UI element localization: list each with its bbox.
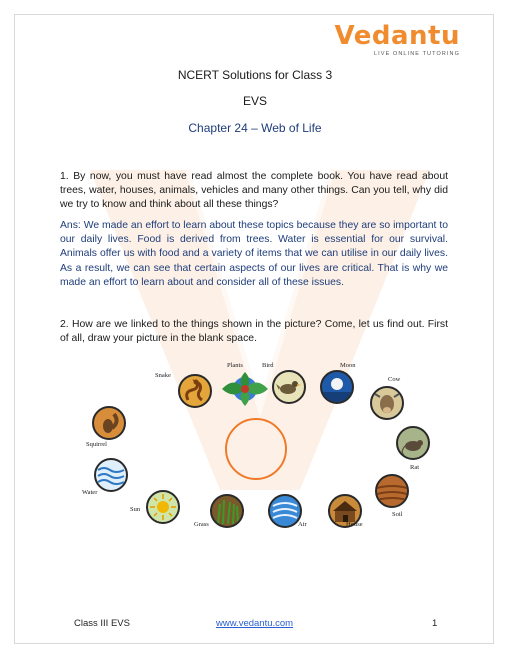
label-bird: Bird <box>262 362 274 369</box>
bird-icon <box>272 370 306 404</box>
label-grass: Grass <box>194 521 209 528</box>
cow-icon <box>370 386 404 420</box>
question-2: 2. How are we linked to the things shown in the picture? Come, let us find out. First of all, draw your picture in the blank space. <box>60 319 448 345</box>
chapter-title: Chapter 24 – Web of Life <box>188 121 322 135</box>
grass-icon <box>210 494 244 528</box>
air-icon <box>268 494 302 528</box>
web-of-life-picture <box>70 358 440 538</box>
water-icon <box>94 458 128 492</box>
logo-wordmark: Vedantu <box>334 21 460 51</box>
soil-icon <box>375 474 409 508</box>
footer-link-wrap <box>216 618 293 629</box>
label-house: House <box>346 521 363 528</box>
plants-icon <box>220 370 270 408</box>
doc-subject: EVS <box>242 94 267 108</box>
label-snake: Snake <box>155 372 171 379</box>
squirrel-icon <box>92 406 126 440</box>
label-moon: Moon <box>340 362 356 369</box>
doc-title: NCERT Solutions for Class 3 <box>177 68 333 82</box>
label-air: Air <box>298 521 307 528</box>
label-sun: Sun <box>130 506 141 513</box>
answer-1 <box>60 219 448 290</box>
rat-icon <box>396 426 430 460</box>
blank-drawing-circle <box>225 418 287 480</box>
page-number: 1 <box>432 618 438 629</box>
moon-icon <box>320 370 354 404</box>
label-water: Water <box>82 489 98 496</box>
footer-website-link[interactable]: www.vedantu.com <box>216 618 294 629</box>
logo-tagline: LIVE ONLINE TUTORING <box>374 51 460 57</box>
label-cow: Cow <box>388 376 401 383</box>
label-rat: Rat <box>410 464 420 471</box>
label-soil: Soil <box>392 511 403 518</box>
footer-class: Class III EVS <box>74 618 130 629</box>
answer-1-text: Ans: We made an effort to learn about these topics because they are so important to our daily lives. Food is derived from trees. Water is essential for our survival. Animals offer us with food and a variety of items that we can utilise in our daily lives. As a result, we can see that certain aspects of our lives are critical. That is why we made an effort to learn about and consider all of these issues. <box>60 220 448 288</box>
label-plants: Plants <box>227 362 243 369</box>
sun-icon <box>146 490 180 524</box>
vedantu-logo <box>335 22 460 57</box>
label-squirrel: Squirrel <box>86 441 107 448</box>
question-1: 1. By now, you must have read almost the complete book. You have read about trees, water, houses, animals, vehicles and many other things. Can you tell, why did we try to know and think about all these things? <box>60 171 448 211</box>
snake-icon <box>178 374 212 408</box>
